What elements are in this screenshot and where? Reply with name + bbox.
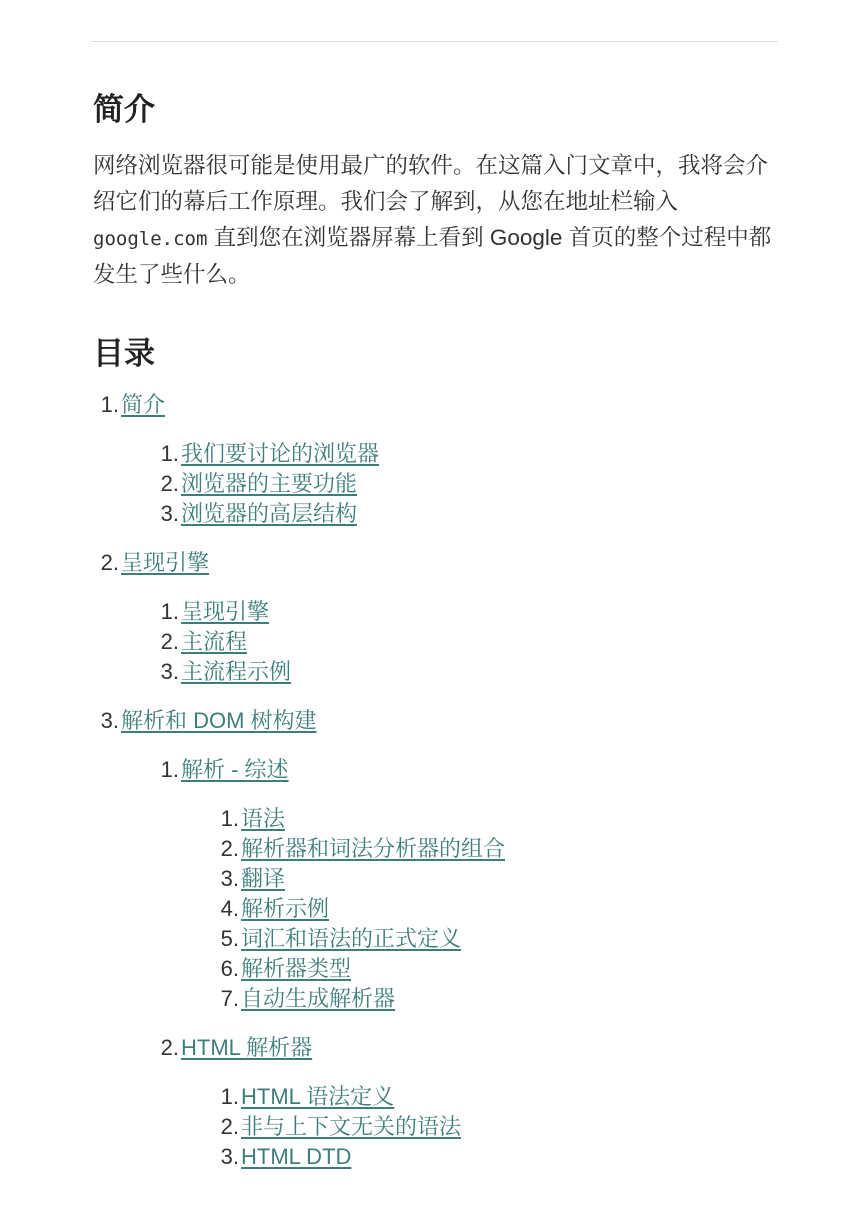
- toc-sublist: [160, 439, 783, 529]
- toc-sublink[interactable]: 浏览器的高层结构: [181, 501, 358, 526]
- toc-sublist: [160, 755, 783, 1172]
- toc-subsublink[interactable]: 词汇和语法的正式定义: [241, 926, 462, 951]
- toc-subsubitem-number: 5.: [220, 926, 239, 951]
- toc-subsubitem: [220, 1142, 783, 1172]
- toc-item: [100, 706, 783, 1172]
- toc-sublink[interactable]: 主流程示例: [181, 659, 292, 684]
- intro-paragraph: [93, 148, 783, 293]
- toc-subsubitem: [220, 1082, 783, 1112]
- toc-subsubitem: [220, 864, 783, 894]
- toc-item-number: 1.: [100, 392, 119, 417]
- toc-subsubitem: [220, 1112, 783, 1142]
- intro-text-part1: 网络浏览器很可能是使用最广的软件。在这篇入门文章中，我将会介绍它们的幕后工作原理。我们会了解到，从您在地址栏输入: [93, 153, 769, 214]
- toc-subsubitem: [220, 924, 783, 954]
- toc-subitem-number: 3.: [160, 659, 179, 684]
- toc-sublink[interactable]: 我们要讨论的浏览器: [181, 441, 380, 466]
- toc-subsublink[interactable]: 解析器和词法分析器的组合: [241, 836, 506, 861]
- toc-link[interactable]: 解析和 DOM 树构建: [121, 708, 317, 733]
- intro-heading: 简介: [93, 92, 155, 127]
- toc-subsublink[interactable]: 自动生成解析器: [241, 986, 396, 1011]
- toc-subitem-number: 2.: [160, 1035, 179, 1060]
- toc-subitem-number: 1.: [160, 757, 179, 782]
- toc-link[interactable]: 呈现引擎: [121, 550, 210, 575]
- toc-subitem: [160, 657, 783, 687]
- toc-sublink[interactable]: 解析 - 综述: [181, 757, 289, 782]
- toc-subitem: [160, 627, 783, 657]
- toc-subsublink[interactable]: 解析器类型: [241, 956, 352, 981]
- toc-subsubitem-number: 3.: [220, 866, 239, 891]
- toc-subitem: [160, 469, 783, 499]
- toc-sublink[interactable]: 主流程: [181, 629, 248, 654]
- toc-subsubitem-number: 6.: [220, 956, 239, 981]
- toc-subsubitem: [220, 894, 783, 924]
- intro-code: google.com: [93, 228, 208, 250]
- toc-subsubitem-number: 1.: [220, 806, 239, 831]
- toc-subsubitem-number: 1.: [220, 1084, 239, 1109]
- toc-subitem: [160, 1033, 783, 1172]
- toc-subsubitem: [220, 954, 783, 984]
- top-divider: [91, 41, 778, 42]
- toc-subsublink[interactable]: HTML DTD: [241, 1144, 352, 1169]
- intro-text-part2: 直到您在浏览器屏幕上看到 Google 首页的整个过程中都发生了些什么。: [93, 225, 772, 287]
- toc-subsublist: [220, 804, 783, 1014]
- toc-sublink[interactable]: 呈现引擎: [181, 599, 270, 624]
- toc-subsubitem-number: 2.: [220, 836, 239, 861]
- toc-subitem-number: 1.: [160, 441, 179, 466]
- toc-subitem: [160, 499, 783, 529]
- toc-subsubitem: [220, 984, 783, 1014]
- toc-item-number: 3.: [100, 708, 119, 733]
- toc-list: [100, 390, 783, 1172]
- toc-sublink[interactable]: HTML 解析器: [181, 1035, 313, 1060]
- toc-link[interactable]: 简介: [121, 392, 166, 417]
- toc-subsublink[interactable]: 解析示例: [241, 896, 330, 921]
- toc-subsubitem: [220, 804, 783, 834]
- toc-sublist: [160, 597, 783, 687]
- toc-item-number: 2.: [100, 550, 119, 575]
- toc-subsublink[interactable]: 语法: [241, 806, 286, 831]
- toc-subitem: [160, 755, 783, 1014]
- toc-subsublink[interactable]: HTML 语法定义: [241, 1084, 395, 1109]
- toc-subsubitem-number: 7.: [220, 986, 239, 1011]
- article-content: [93, 88, 783, 1191]
- toc-subitem-number: 2.: [160, 629, 179, 654]
- toc-sublink[interactable]: 浏览器的主要功能: [181, 471, 358, 496]
- toc-subsublink[interactable]: 翻译: [241, 866, 286, 891]
- toc-item: [100, 548, 783, 687]
- toc-subitem-number: 2.: [160, 471, 179, 496]
- toc-heading: 目录: [93, 336, 155, 371]
- toc-subsubitem-number: 2.: [220, 1114, 239, 1139]
- toc-subsubitem-number: 3.: [220, 1144, 239, 1169]
- toc-subsublist: [220, 1082, 783, 1172]
- toc-subitem: [160, 439, 783, 469]
- toc-subsublink[interactable]: 非与上下文无关的语法: [241, 1114, 462, 1139]
- toc-subitem: [160, 597, 783, 627]
- toc-subitem-number: 3.: [160, 501, 179, 526]
- toc-item: [100, 390, 783, 529]
- toc-subitem-number: 1.: [160, 599, 179, 624]
- toc-subsubitem-number: 4.: [220, 896, 239, 921]
- toc-subsubitem: [220, 834, 783, 864]
